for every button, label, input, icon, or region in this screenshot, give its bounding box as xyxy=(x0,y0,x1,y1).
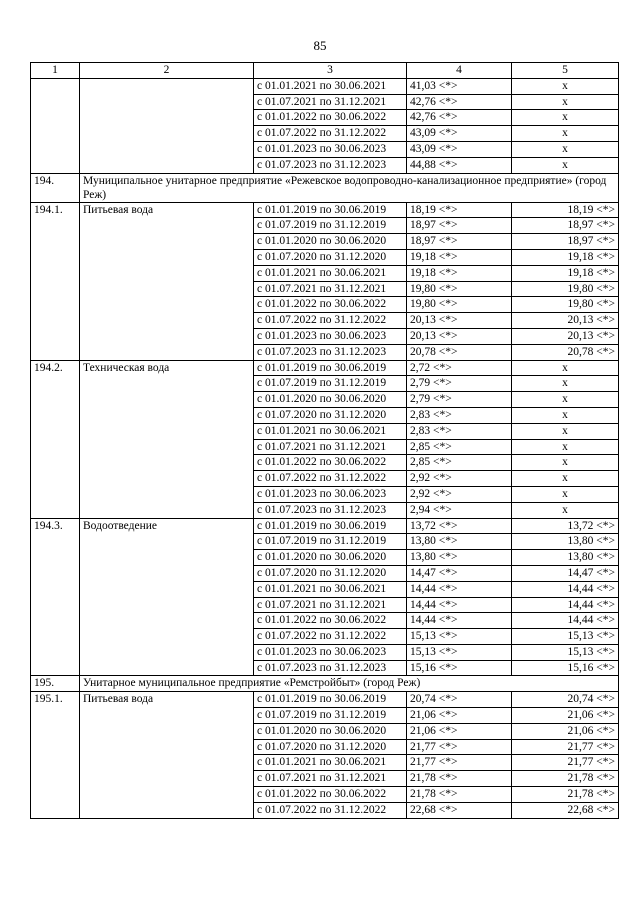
tariff-value-cell: 20,78 <*> xyxy=(512,344,619,360)
period-cell: с 01.01.2023 по 30.06.2023 xyxy=(254,486,407,502)
period-cell: с 01.07.2023 по 31.12.2023 xyxy=(254,660,407,676)
period-cell: с 01.07.2019 по 31.12.2019 xyxy=(254,218,407,234)
item-number-cell: 195.1. xyxy=(31,692,80,818)
tariff-value-cell: 19,80 <*> xyxy=(407,297,512,313)
header-cell: 1 xyxy=(31,63,80,79)
period-cell: с 01.07.2022 по 31.12.2022 xyxy=(254,313,407,329)
tariff-value-cell: x xyxy=(512,110,619,126)
table-row xyxy=(31,202,619,218)
tariff-value-cell: x xyxy=(512,141,619,157)
tariff-value-cell: 21,06 <*> xyxy=(512,723,619,739)
tariff-value-cell: 13,80 <*> xyxy=(512,534,619,550)
tariff-value-cell: 44,88 <*> xyxy=(407,157,512,173)
tariff-value-cell: 14,44 <*> xyxy=(407,581,512,597)
header-cell: 4 xyxy=(407,63,512,79)
period-cell: с 01.07.2023 по 31.12.2023 xyxy=(254,502,407,518)
tariff-value-cell: 19,18 <*> xyxy=(512,265,619,281)
organization-row xyxy=(31,676,619,692)
service-name-cell: Водоотведение xyxy=(80,518,254,676)
period-cell: с 01.07.2020 по 31.12.2020 xyxy=(254,739,407,755)
period-cell: с 01.01.2019 по 30.06.2019 xyxy=(254,518,407,534)
period-cell: с 01.07.2022 по 31.12.2022 xyxy=(254,802,407,818)
tariff-value-cell: 20,13 <*> xyxy=(407,328,512,344)
tariff-value-cell: 14,44 <*> xyxy=(512,613,619,629)
tariff-value-cell: x xyxy=(512,360,619,376)
period-cell: с 01.07.2022 по 31.12.2022 xyxy=(254,629,407,645)
period-cell: с 01.01.2022 по 30.06.2022 xyxy=(254,297,407,313)
tariff-value-cell: x xyxy=(512,423,619,439)
period-cell: с 01.01.2022 по 30.06.2022 xyxy=(254,787,407,803)
tariff-value-cell: 20,74 <*> xyxy=(512,692,619,708)
organization-name: Муниципальное унитарное предприятие «Режевское водопроводно-канализационное предприятие» (город Реж) xyxy=(80,173,619,202)
tariff-value-cell: 14,44 <*> xyxy=(407,597,512,613)
tariff-value-cell: 18,97 <*> xyxy=(512,218,619,234)
tariff-value-cell: 14,47 <*> xyxy=(407,565,512,581)
tariff-value-cell: 14,44 <*> xyxy=(512,581,619,597)
tariff-value-cell: 18,19 <*> xyxy=(512,202,619,218)
tariff-value-cell: 21,06 <*> xyxy=(407,708,512,724)
tariff-value-cell: 21,77 <*> xyxy=(512,755,619,771)
period-cell: с 01.07.2021 по 31.12.2021 xyxy=(254,281,407,297)
tariff-value-cell: 15,13 <*> xyxy=(512,644,619,660)
item-number-cell xyxy=(31,78,80,173)
tariff-value-cell: 15,13 <*> xyxy=(407,644,512,660)
period-cell: с 01.01.2022 по 30.06.2022 xyxy=(254,613,407,629)
period-cell: с 01.07.2020 по 31.12.2020 xyxy=(254,249,407,265)
organization-name: Унитарное муниципальное предприятие «Ремстройбыт» (город Реж) xyxy=(80,676,619,692)
tariff-table xyxy=(30,62,619,819)
period-cell: с 01.01.2021 по 30.06.2021 xyxy=(254,423,407,439)
tariff-value-cell: 13,80 <*> xyxy=(512,550,619,566)
tariff-value-cell: 19,80 <*> xyxy=(512,297,619,313)
tariff-value-cell: 18,97 <*> xyxy=(407,234,512,250)
tariff-value-cell: 15,16 <*> xyxy=(407,660,512,676)
period-cell: с 01.01.2020 по 30.06.2020 xyxy=(254,550,407,566)
tariff-value-cell: 2,85 <*> xyxy=(407,455,512,471)
period-cell: с 01.01.2021 по 30.06.2021 xyxy=(254,265,407,281)
tariff-value-cell: x xyxy=(512,126,619,142)
service-name-cell xyxy=(80,78,254,173)
tariff-value-cell: 21,78 <*> xyxy=(407,771,512,787)
item-number-cell: 194.3. xyxy=(31,518,80,676)
period-cell: с 01.01.2022 по 30.06.2022 xyxy=(254,110,407,126)
tariff-value-cell: 15,13 <*> xyxy=(407,629,512,645)
header-row xyxy=(31,63,619,79)
tariff-value-cell: 2,92 <*> xyxy=(407,471,512,487)
tariff-value-cell: 19,18 <*> xyxy=(407,265,512,281)
period-cell: с 01.01.2019 по 30.06.2019 xyxy=(254,360,407,376)
item-number-cell: 194.1. xyxy=(31,202,80,360)
tariff-value-cell: x xyxy=(512,78,619,94)
tariff-value-cell: 42,76 <*> xyxy=(407,94,512,110)
tariff-value-cell: 18,19 <*> xyxy=(407,202,512,218)
period-cell: с 01.01.2021 по 30.06.2021 xyxy=(254,755,407,771)
tariff-value-cell: x xyxy=(512,471,619,487)
period-cell: с 01.07.2019 по 31.12.2019 xyxy=(254,376,407,392)
tariff-value-cell: x xyxy=(512,157,619,173)
period-cell: с 01.07.2019 по 31.12.2019 xyxy=(254,534,407,550)
tariff-value-cell: 19,80 <*> xyxy=(407,281,512,297)
tariff-value-cell: 18,97 <*> xyxy=(407,218,512,234)
tariff-value-cell: 2,94 <*> xyxy=(407,502,512,518)
organization-row xyxy=(31,173,619,202)
period-cell: с 01.01.2019 по 30.06.2019 xyxy=(254,202,407,218)
period-cell: с 01.07.2021 по 31.12.2021 xyxy=(254,771,407,787)
tariff-value-cell: 2,72 <*> xyxy=(407,360,512,376)
tariff-value-cell: 19,18 <*> xyxy=(512,249,619,265)
period-cell: с 01.07.2022 по 31.12.2022 xyxy=(254,471,407,487)
tariff-value-cell: 13,80 <*> xyxy=(407,534,512,550)
tariff-value-cell: 21,06 <*> xyxy=(407,723,512,739)
period-cell: с 01.01.2023 по 30.06.2023 xyxy=(254,644,407,660)
period-cell: с 01.01.2019 по 30.06.2019 xyxy=(254,692,407,708)
tariff-value-cell: 13,80 <*> xyxy=(407,550,512,566)
tariff-value-cell: 41,03 <*> xyxy=(407,78,512,94)
tariff-value-cell: 20,13 <*> xyxy=(407,313,512,329)
tariff-value-cell: 21,77 <*> xyxy=(407,755,512,771)
table-row xyxy=(31,360,619,376)
tariff-value-cell: 21,77 <*> xyxy=(512,739,619,755)
tariff-value-cell: 2,92 <*> xyxy=(407,486,512,502)
service-name-cell: Техническая вода xyxy=(80,360,254,518)
tariff-value-cell: 2,79 <*> xyxy=(407,392,512,408)
tariff-value-cell: 13,72 <*> xyxy=(512,518,619,534)
tariff-value-cell: 15,16 <*> xyxy=(512,660,619,676)
tariff-value-cell: x xyxy=(512,407,619,423)
period-cell: с 01.01.2023 по 30.06.2023 xyxy=(254,141,407,157)
tariff-value-cell: 22,68 <*> xyxy=(407,802,512,818)
period-cell: с 01.07.2023 по 31.12.2023 xyxy=(254,344,407,360)
header-cell: 3 xyxy=(254,63,407,79)
tariff-value-cell: 2,85 <*> xyxy=(407,439,512,455)
tariff-value-cell: 15,13 <*> xyxy=(512,629,619,645)
period-cell: с 01.01.2020 по 30.06.2020 xyxy=(254,392,407,408)
period-cell: с 01.07.2021 по 31.12.2021 xyxy=(254,439,407,455)
period-cell: с 01.07.2019 по 31.12.2019 xyxy=(254,708,407,724)
tariff-value-cell: x xyxy=(512,94,619,110)
period-cell: с 01.01.2020 по 30.06.2020 xyxy=(254,234,407,250)
tariff-value-cell: 14,47 <*> xyxy=(512,565,619,581)
tariff-value-cell: 20,74 <*> xyxy=(407,692,512,708)
page-number: 85 xyxy=(313,38,327,53)
period-cell: с 01.01.2021 по 30.06.2021 xyxy=(254,78,407,94)
table-row xyxy=(31,518,619,534)
period-cell: с 01.01.2020 по 30.06.2020 xyxy=(254,723,407,739)
tariff-value-cell: x xyxy=(512,376,619,392)
period-cell: с 01.07.2023 по 31.12.2023 xyxy=(254,157,407,173)
tariff-value-cell: x xyxy=(512,392,619,408)
tariff-value-cell: 43,09 <*> xyxy=(407,126,512,142)
tariff-value-cell: 2,83 <*> xyxy=(407,423,512,439)
period-cell: с 01.07.2020 по 31.12.2020 xyxy=(254,407,407,423)
section-number: 194. xyxy=(31,173,80,202)
section-number: 195. xyxy=(31,676,80,692)
tariff-value-cell: 14,44 <*> xyxy=(512,597,619,613)
period-cell: с 01.07.2021 по 31.12.2021 xyxy=(254,597,407,613)
period-cell: с 01.07.2021 по 31.12.2021 xyxy=(254,94,407,110)
tariff-value-cell: 19,80 <*> xyxy=(512,281,619,297)
tariff-value-cell: x xyxy=(512,486,619,502)
tariff-value-cell: 20,13 <*> xyxy=(512,328,619,344)
tariff-value-cell: 21,06 <*> xyxy=(512,708,619,724)
tariff-value-cell: 2,83 <*> xyxy=(407,407,512,423)
item-number-cell: 194.2. xyxy=(31,360,80,518)
tariff-value-cell: 21,78 <*> xyxy=(512,787,619,803)
tariff-value-cell: 21,77 <*> xyxy=(407,739,512,755)
header-cell: 5 xyxy=(512,63,619,79)
period-cell: с 01.01.2023 по 30.06.2023 xyxy=(254,328,407,344)
tariff-value-cell: 19,18 <*> xyxy=(407,249,512,265)
tariff-value-cell: 43,09 <*> xyxy=(407,141,512,157)
tariff-value-cell: x xyxy=(512,502,619,518)
period-cell: с 01.07.2020 по 31.12.2020 xyxy=(254,565,407,581)
period-cell: с 01.07.2022 по 31.12.2022 xyxy=(254,126,407,142)
tariff-value-cell: 42,76 <*> xyxy=(407,110,512,126)
table-row xyxy=(31,692,619,708)
table-row xyxy=(31,78,619,94)
period-cell: с 01.01.2022 по 30.06.2022 xyxy=(254,455,407,471)
tariff-table-body xyxy=(31,63,619,819)
tariff-value-cell: 2,79 <*> xyxy=(407,376,512,392)
period-cell: с 01.01.2021 по 30.06.2021 xyxy=(254,581,407,597)
tariff-value-cell: 21,78 <*> xyxy=(512,771,619,787)
tariff-value-cell: 21,78 <*> xyxy=(407,787,512,803)
tariff-value-cell: x xyxy=(512,455,619,471)
tariff-value-cell: 22,68 <*> xyxy=(512,802,619,818)
tariff-value-cell: 20,78 <*> xyxy=(407,344,512,360)
tariff-value-cell: 13,72 <*> xyxy=(407,518,512,534)
tariff-value-cell: 18,97 <*> xyxy=(512,234,619,250)
tariff-value-cell: 14,44 <*> xyxy=(407,613,512,629)
tariff-value-cell: x xyxy=(512,439,619,455)
service-name-cell: Питьевая вода xyxy=(80,692,254,818)
header-cell: 2 xyxy=(80,63,254,79)
tariff-value-cell: 20,13 <*> xyxy=(512,313,619,329)
service-name-cell: Питьевая вода xyxy=(80,202,254,360)
